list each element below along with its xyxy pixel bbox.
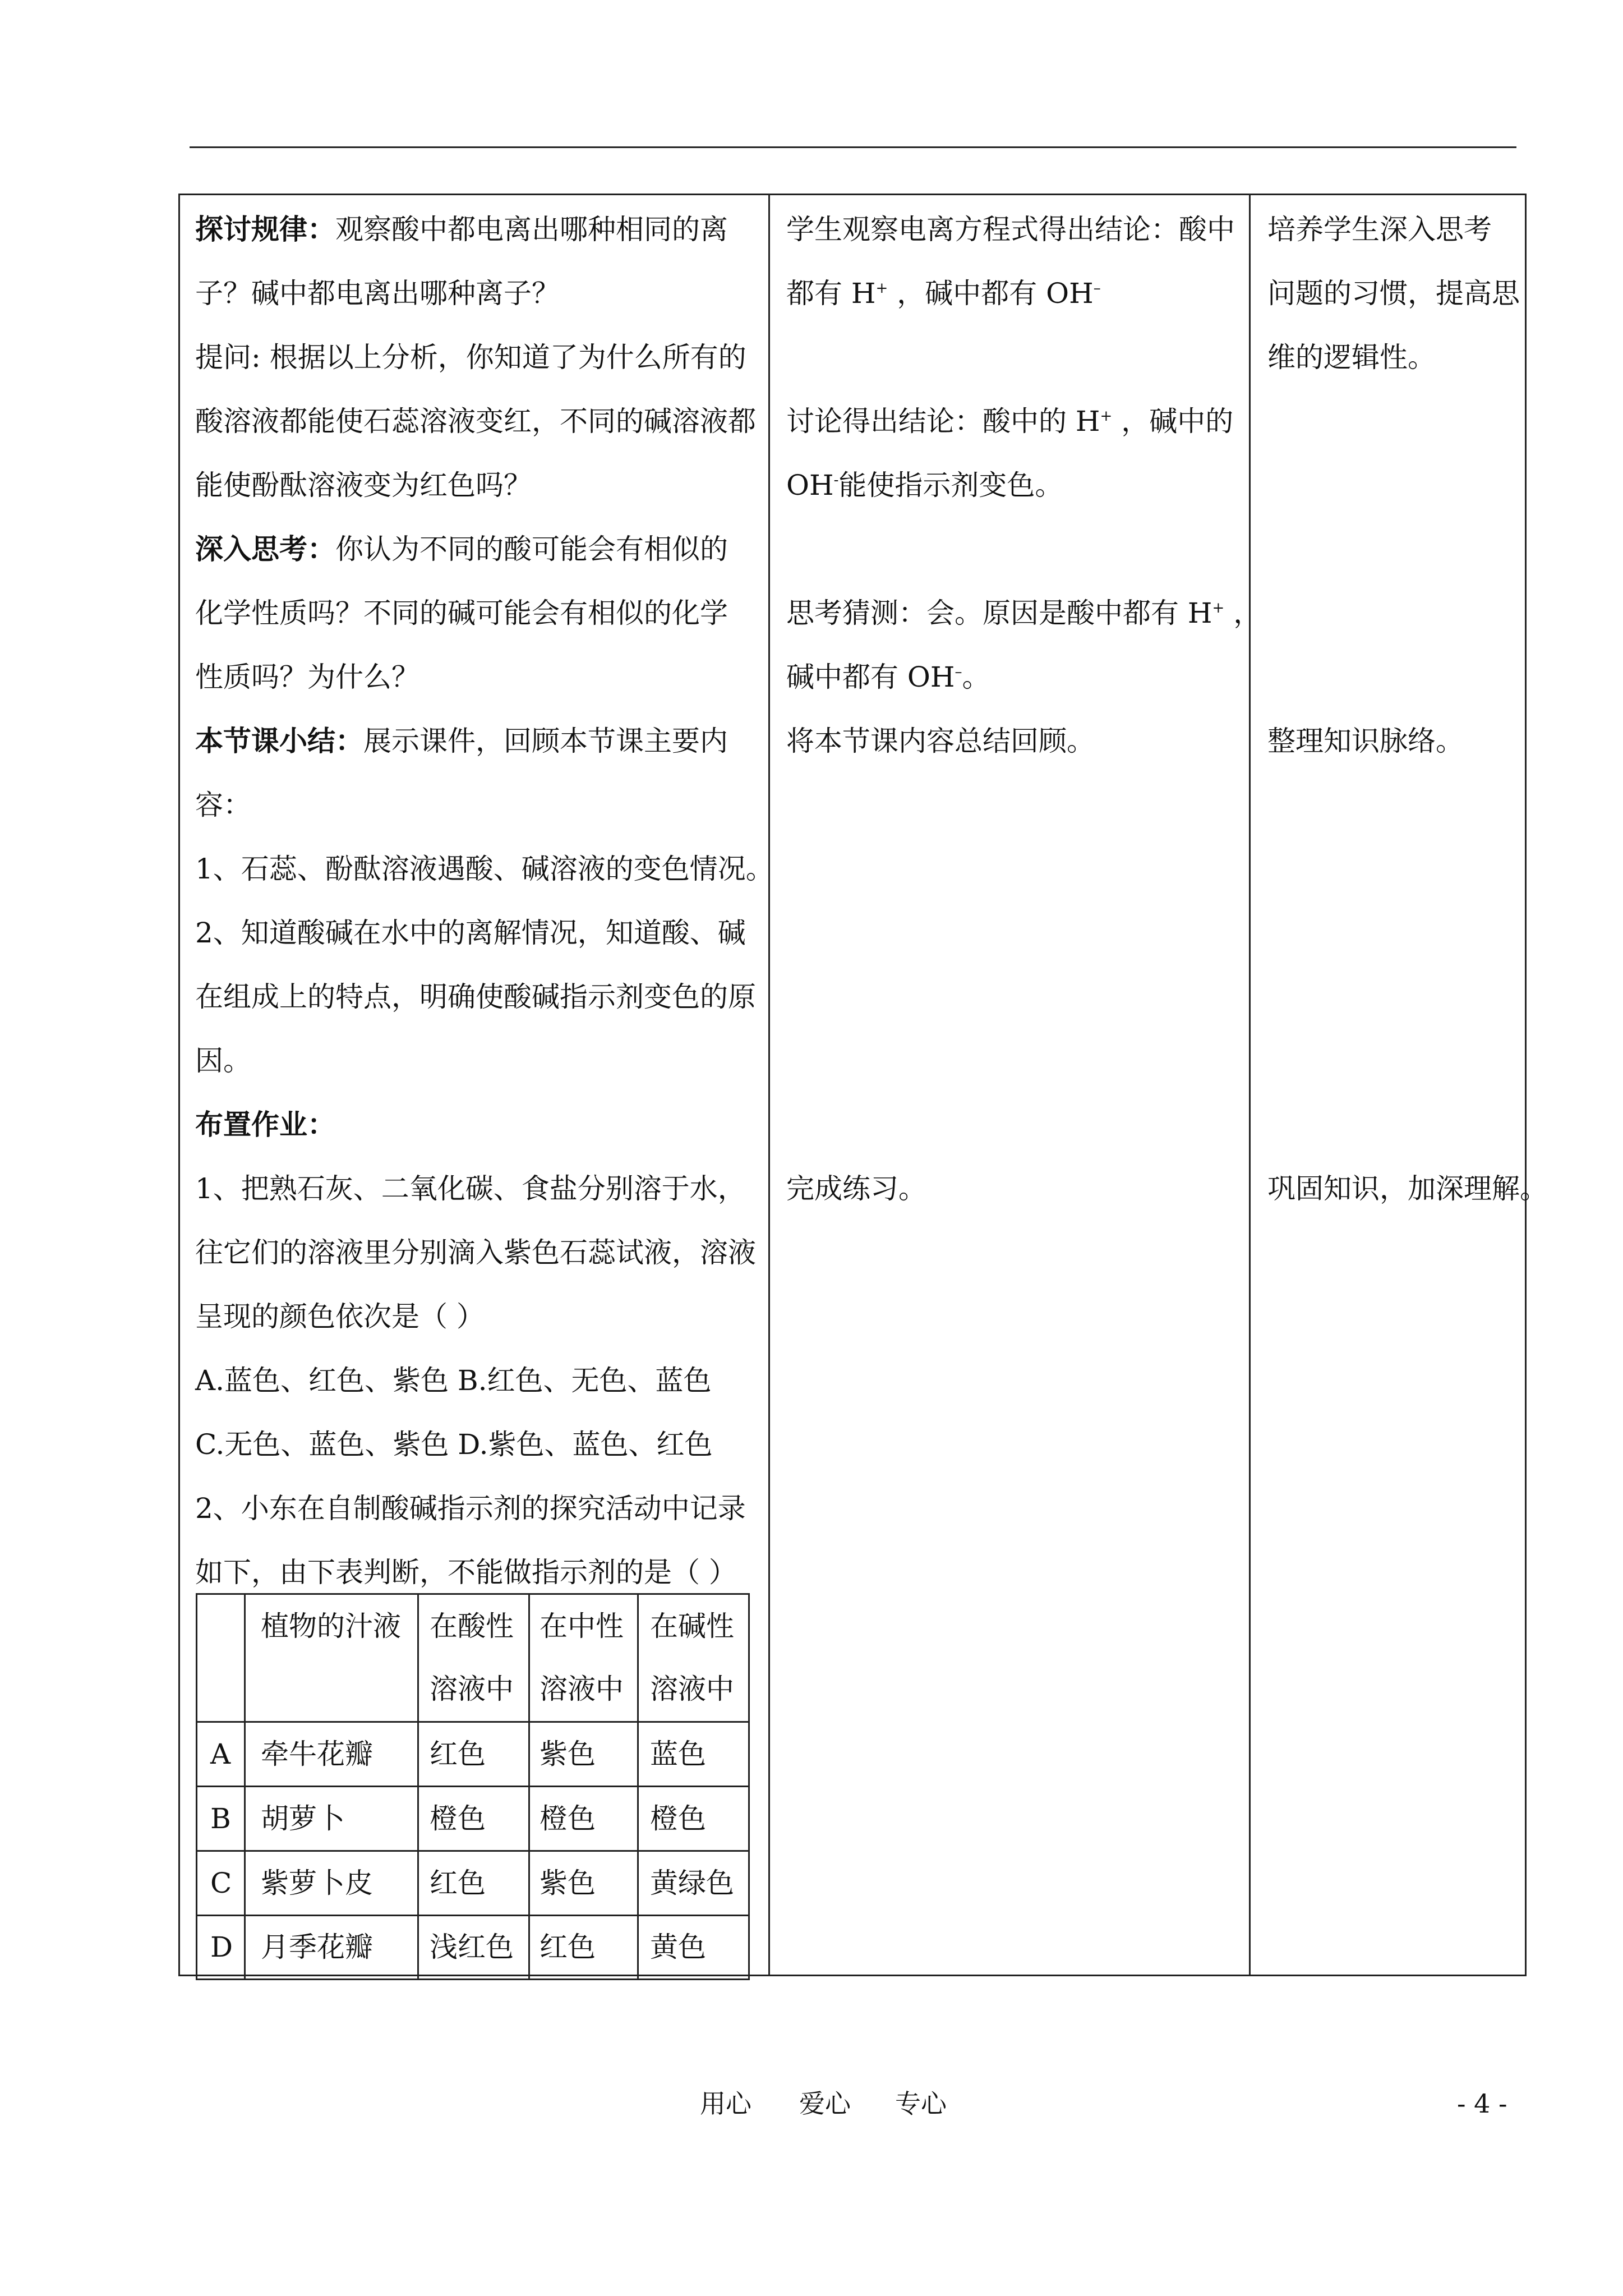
intent-summary: 整理知识脉络。 (1267, 725, 1464, 757)
review-text: 将本节课内容总结回顾。 (786, 725, 1095, 757)
row-d-plant: 月季花瓣 (261, 1931, 373, 1963)
row-c-plant: 紫萝卜皮 (261, 1867, 373, 1899)
deep-think-line-3: 性质吗？为什么？ (195, 661, 419, 693)
discussion-line-1: 讨论得出结论：酸中的 H+ ，碱中的 (786, 405, 1234, 438)
row-a-acidic: 红色 (430, 1738, 486, 1770)
homework-1-line-1: 1、把熟石灰、二氧化碳、食盐分别溶于水， (195, 1172, 746, 1205)
guess-line-1: 思考猜测：会。原因是酸中都有 H+ ， (786, 597, 1262, 629)
row-b-basic: 橙色 (650, 1802, 706, 1835)
deep-think-heading: 深入思考： (195, 532, 335, 565)
question-line-3: 能使酚酞溶液变为红色吗？ (195, 469, 532, 501)
summary-point-2-line-3: 因。 (195, 1045, 251, 1077)
homework-2-line-1: 2、小东在自制酸碱指示剂的探究活动中记录 (195, 1492, 746, 1525)
question-line-2: 酸溶液都能使石蕊溶液变红，不同的碱溶液都 (195, 405, 756, 438)
row-a-neutral: 紫色 (540, 1738, 596, 1770)
row-b-plant: 胡萝卜 (261, 1802, 345, 1835)
header-acidic-1: 在酸性 (430, 1610, 514, 1642)
table-rule (528, 1593, 530, 1980)
row-c-acidic: 红色 (430, 1867, 486, 1899)
homework-1-options-2: C.无色、蓝色、紫色 D.紫色、蓝色、红色 (195, 1428, 713, 1461)
page-number: - 4 - (1457, 2088, 1507, 2119)
footer-motto-1: 用心 (700, 2088, 751, 2119)
header-rule (190, 146, 1516, 148)
footer-motto-2: 爱心 (799, 2088, 851, 2119)
header-neutral-1: 在中性 (540, 1610, 624, 1642)
row-d-acidic: 浅红色 (430, 1931, 514, 1963)
deep-think-line-2: 化学性质吗？不同的碱可能会有相似的化学 (195, 597, 728, 629)
summary-line-2: 容： (195, 789, 251, 821)
intent-homework: 巩固知识，加深理解。 (1267, 1172, 1548, 1205)
question-line-1: 提问: 根据以上分析，你知道了为什么所有的 (195, 341, 746, 374)
explore-rule-line-1: 探讨规律：观察酸中都电离出哪种相同的离 (195, 213, 728, 246)
summary-line-1: 本节课小结：展示课件，回顾本节课主要内 (195, 724, 728, 757)
row-b-neutral: 橙色 (540, 1802, 596, 1835)
summary-point-2-line-1: 2、知道酸碱在水中的离解情况，知道酸、碱 (195, 917, 746, 949)
row-d-basic: 黄色 (650, 1931, 706, 1963)
deep-think-line-1: 深入思考：你认为不同的酸可能会有相似的 (195, 532, 728, 565)
row-b-label: B (210, 1802, 231, 1835)
table-rule (244, 1593, 246, 1980)
summary-heading: 本节课小结： (195, 724, 363, 757)
homework-heading: 布置作业： (195, 1108, 335, 1141)
table-rule (196, 1593, 197, 1980)
student-conclusion-line-2: 都有 H+ ，碱中都有 OH– (786, 277, 1101, 310)
homework-1-line-2: 往它们的溶液里分别滴入紫色石蕊试液，溶液 (195, 1236, 756, 1269)
header-plant-juice: 植物的汁液 (261, 1610, 401, 1642)
indicator-table (196, 1593, 750, 1980)
row-a-label: A (210, 1738, 231, 1770)
discussion-line-2: OH-能使指示剂变色。 (786, 469, 1063, 501)
row-b-acidic: 橙色 (430, 1802, 486, 1835)
row-c-basic: 黄绿色 (650, 1867, 734, 1899)
row-d-label: D (210, 1931, 233, 1963)
design-intent-column (1251, 195, 1528, 1975)
table-rule (417, 1593, 419, 1980)
explore-rule-heading: 探讨规律： (195, 213, 335, 246)
guess-line-2: 碱中都有 OH–。 (786, 661, 990, 693)
header-basic-1: 在碱性 (650, 1610, 734, 1642)
header-neutral-2: 溶液中 (540, 1673, 624, 1705)
summary-point-2-line-2: 在组成上的特点，明确使酸碱指示剂变色的原 (195, 981, 756, 1013)
row-c-label: C (210, 1867, 232, 1899)
summary-point-1: 1、石蕊、酚酞溶液遇酸、碱溶液的变色情况。 (195, 853, 774, 885)
student-conclusion-line-1: 学生观察电离方程式得出结论：酸中 (786, 213, 1235, 246)
exercise-text: 完成练习。 (786, 1172, 926, 1205)
header-acidic-2: 溶液中 (430, 1673, 514, 1705)
intent-line-2: 问题的习惯，提高思 (1267, 277, 1520, 310)
row-a-plant: 牵牛花瓣 (261, 1738, 373, 1770)
homework-1-line-3: 呈现的颜色依次是（ ） (195, 1300, 485, 1333)
table-rule (637, 1593, 639, 1980)
row-c-neutral: 紫色 (540, 1867, 596, 1899)
footer-motto-3: 专心 (895, 2088, 947, 2119)
explore-rule-line-2: 子？碱中都电离出哪种离子？ (195, 277, 560, 310)
homework-1-options-1: A.蓝色、红色、紫色 B.红色、无色、蓝色 (195, 1364, 712, 1397)
table-rule (748, 1593, 750, 1980)
row-d-neutral: 红色 (540, 1931, 596, 1963)
intent-line-3: 维的逻辑性。 (1267, 341, 1436, 374)
row-a-basic: 蓝色 (650, 1738, 706, 1770)
intent-line-1: 培养学生深入思考 (1267, 213, 1492, 246)
homework-2-line-2: 如下，由下表判断，不能做指示剂的是（ ） (195, 1556, 737, 1589)
header-basic-2: 溶液中 (650, 1673, 734, 1705)
